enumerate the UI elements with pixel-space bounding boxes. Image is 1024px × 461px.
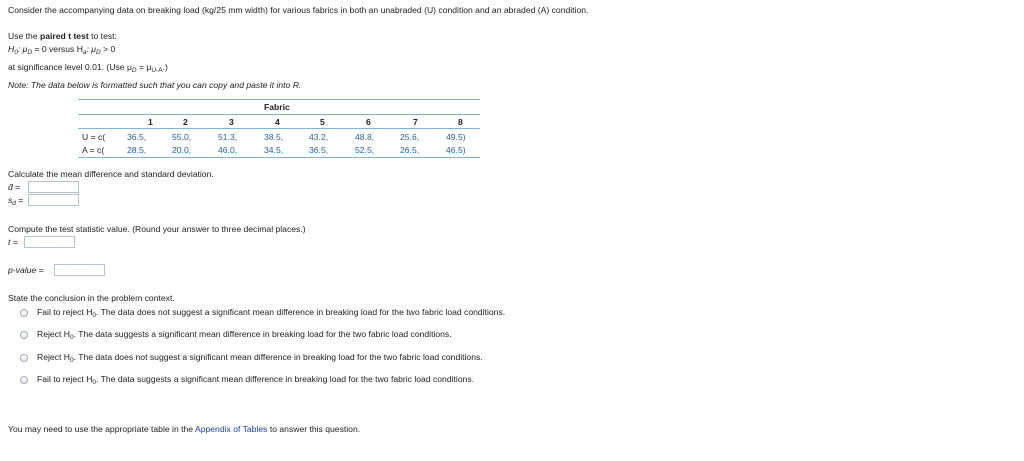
- t-input[interactable]: [24, 236, 75, 248]
- table-bottom-rule: [78, 157, 480, 158]
- table-col-rule: [78, 128, 480, 129]
- data-table: [78, 99, 480, 161]
- option-label: [37, 307, 505, 319]
- h0-mu: : μ: [17, 44, 28, 54]
- sd-input[interactable]: [28, 194, 79, 206]
- sd-s: s: [8, 195, 13, 205]
- footer-post: to answer this question.: [267, 424, 361, 434]
- sd-label: [8, 195, 23, 207]
- table-cell: 52.5,: [355, 145, 375, 155]
- col-header: 5: [320, 117, 325, 127]
- h0-value: = 0 versus H: [32, 44, 83, 54]
- significance-line: [8, 62, 168, 74]
- option-sub: 0: [69, 357, 74, 364]
- appendix-link[interactable]: Appendix of Tables: [194, 424, 268, 434]
- sig-post: .): [162, 62, 168, 72]
- row-label-u: U = c(: [82, 132, 106, 142]
- col-header: 4: [275, 117, 280, 127]
- footer-line: [8, 424, 360, 435]
- option-text: . The data suggests a significant mean difference in breaking load for the two fabric load conditions.: [96, 374, 475, 384]
- sig-mid: = μ: [136, 62, 152, 72]
- option-label: [37, 374, 474, 386]
- option-text: . The data does not suggest a significant mean difference in breaking load for the two fabric load conditions.: [96, 307, 506, 317]
- table-cell: 28.5,: [127, 145, 147, 155]
- col-header: 6: [366, 117, 371, 127]
- option-radio[interactable]: [20, 331, 28, 339]
- col-header: 1: [148, 117, 153, 127]
- ha-value: > 0: [100, 44, 116, 54]
- table-top-rule: [78, 99, 480, 100]
- option-radio[interactable]: [20, 354, 28, 362]
- option-text: Fail to reject H: [37, 374, 93, 384]
- t-label: t =: [8, 237, 18, 247]
- sd-sub: d: [12, 200, 16, 207]
- table-cell: 43.2,: [309, 132, 329, 142]
- option-text: Reject H: [37, 329, 70, 339]
- option-text: . The data suggests a significant mean difference in breaking load for the two fabric load conditions.: [73, 329, 452, 339]
- h0-symbol: H: [8, 44, 15, 54]
- table-cell: 48.8,: [355, 132, 375, 142]
- option-text: Reject H: [37, 352, 70, 362]
- col-header: 2: [183, 117, 188, 127]
- hypothesis-line: [8, 44, 115, 56]
- pvalue-input[interactable]: [54, 264, 105, 276]
- dbar-label: d̄ =: [8, 182, 21, 192]
- col-header: 3: [229, 117, 234, 127]
- test-name: paired t test: [40, 31, 89, 41]
- ha-mu: : μ: [86, 44, 97, 54]
- calc-prompt: Calculate the mean difference and standard deviation.: [8, 169, 214, 179]
- table-cell: 49.5): [446, 132, 466, 142]
- table-cell: 36.5,: [127, 132, 147, 142]
- test-stat-prompt: Compute the test statistic value. (Round your answer to three decimal places.): [8, 224, 306, 234]
- use-post: to test:: [88, 31, 117, 41]
- sd-eq: =: [15, 195, 24, 205]
- mu-sub-2: D: [96, 49, 101, 56]
- col-header: 8: [458, 117, 463, 127]
- use-test-line: [8, 31, 117, 42]
- table-cell: 20.0,: [172, 145, 192, 155]
- sig-pre: at significance level 0.01. (Use μ: [8, 62, 132, 72]
- table-header-fabric: Fabric: [264, 102, 290, 112]
- sig-sub-d: D: [131, 67, 137, 74]
- option-label: [37, 352, 483, 364]
- dbar-input[interactable]: [28, 181, 79, 193]
- ha-sub: a: [82, 49, 87, 56]
- table-cell: 46.0,: [218, 145, 238, 155]
- col-header: 7: [413, 117, 418, 127]
- option-radio[interactable]: [20, 376, 28, 384]
- option-text: Fail to reject H: [37, 307, 93, 317]
- table-header-rule: [78, 114, 480, 115]
- pvalue-label: p-value =: [8, 265, 44, 275]
- sig-sub-ua: U-A: [151, 67, 163, 74]
- h0-sub: 0: [14, 49, 18, 56]
- note-line: Note: The data below is formatted such that you can copy and paste it into R.: [8, 80, 302, 90]
- table-cell: 26.5,: [400, 145, 420, 155]
- option-radio[interactable]: [20, 309, 28, 317]
- problem-intro: Consider the accompanying data on breaking load (kg/25 mm width) for various fabrics in both an unabraded (U) condition and an abraded (A) condition.: [8, 5, 589, 15]
- table-cell: 38.5,: [264, 132, 284, 142]
- option-sub: 0: [92, 312, 97, 319]
- option-text: . The data does not suggest a significant mean difference in breaking load for the two fabric load conditions.: [73, 352, 483, 362]
- footer-pre: You may need to use the appropriate table in the: [8, 424, 195, 434]
- table-cell: 55.0,: [172, 132, 192, 142]
- use-pre: Use the: [8, 31, 41, 41]
- mu-sub: D: [27, 49, 33, 56]
- row-label-a: A = c(: [82, 145, 105, 155]
- option-sub: 0: [69, 334, 74, 341]
- table-cell: 34.5,: [264, 145, 284, 155]
- table-cell: 25.6,: [400, 132, 420, 142]
- table-cell: 46.5): [446, 145, 466, 155]
- table-cell: 51.3,: [218, 132, 238, 142]
- conclusion-prompt: State the conclusion in the problem context.: [8, 293, 175, 303]
- option-sub: 0: [92, 379, 97, 386]
- table-cell: 36.5,: [309, 145, 329, 155]
- option-label: [37, 329, 452, 341]
